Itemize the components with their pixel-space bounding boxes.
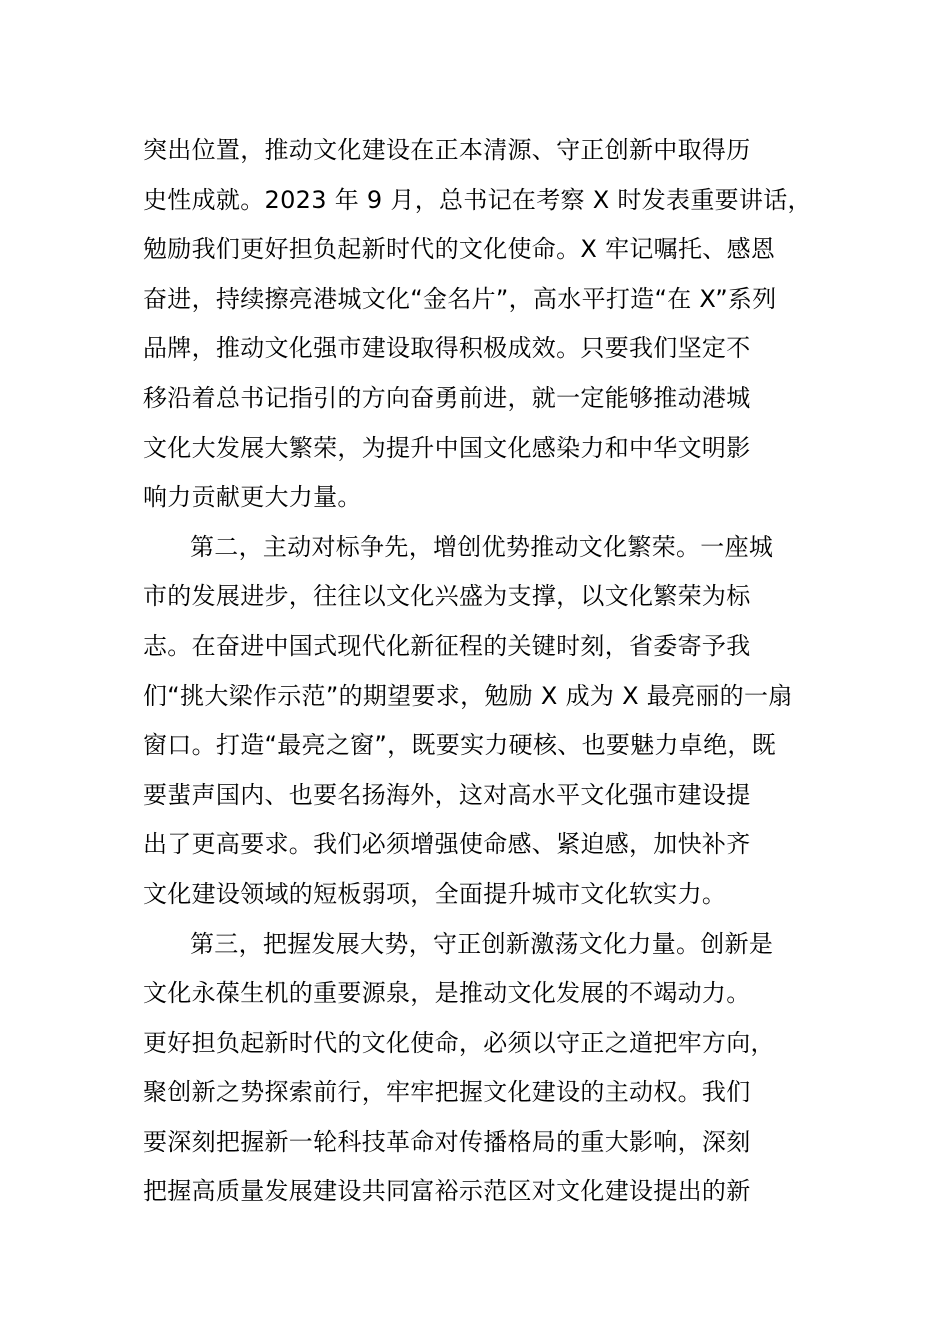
text-line: 志。在奋进中国式现代化新征程的关键时刻，省委寄予我 bbox=[143, 631, 751, 660]
paragraph-start-line: 第三，把握发展大势，守正创新激荡文化力量。创新是 bbox=[190, 929, 774, 958]
text-line: 史性成就。2023 年 9 月，总书记在考察 X 时发表重要讲话， bbox=[143, 185, 812, 214]
text-line: 聚创新之势探索前行，牢牢把握文化建设的主动权。我们 bbox=[143, 1078, 751, 1107]
text-line: 移沿着总书记指引的方向奋勇前进，就一定能够推动港城 bbox=[143, 383, 751, 412]
text-line: 响力贡献更大力量。 bbox=[143, 483, 362, 512]
text-line: 更好担负起新时代的文化使命，必须以守正之道把牢方向， bbox=[143, 1028, 775, 1057]
text-line: 要深刻把握新一轮科技革命对传播格局的重大影响，深刻 bbox=[143, 1127, 751, 1156]
text-line: 们“挑大梁作示范”的期望要求，勉励 X 成为 X 最亮丽的一扇 bbox=[143, 681, 793, 710]
text-line: 奋进，持续擦亮港城文化“金名片”，高水平打造“在 X”系列 bbox=[143, 284, 777, 313]
text-line: 出了更高要求。我们必须增强使命感、紧迫感，加快补齐 bbox=[143, 830, 751, 859]
text-line: 突出位置，推动文化建设在正本清源、守正创新中取得历 bbox=[143, 136, 751, 164]
text-line: 文化建设领域的短板弱项，全面提升城市文化软实力。 bbox=[143, 879, 727, 908]
text-line: 要蜚声国内、也要名扬海外，这对高水平文化强市建设提 bbox=[143, 780, 751, 809]
text-line: 文化大发展大繁荣，为提升中国文化感染力和中华文明影 bbox=[143, 433, 751, 462]
paragraph-start-line: 第二，主动对标争先，增创优势推动文化繁荣。一座城 bbox=[190, 532, 774, 561]
text-line: 窗口。打造“最亮之窗”，既要实力硬核、也要魅力卓绝，既 bbox=[143, 731, 776, 760]
text-line: 把握高质量发展建设共同富裕示范区对文化建设提出的新 bbox=[143, 1177, 751, 1206]
text-line: 市的发展进步，往往以文化兴盛为支撑，以文化繁荣为标 bbox=[143, 582, 751, 611]
text-line: 勉励我们更好担负起新时代的文化使命。X 牢记嘱托、感恩 bbox=[143, 235, 776, 264]
body-text bbox=[143, 126, 823, 1217]
text-line: 文化永葆生机的重要源泉，是推动文化发展的不竭动力。 bbox=[143, 979, 751, 1008]
text-line: 品牌，推动文化强市建设取得积极成效。只要我们坚定不 bbox=[143, 334, 751, 363]
